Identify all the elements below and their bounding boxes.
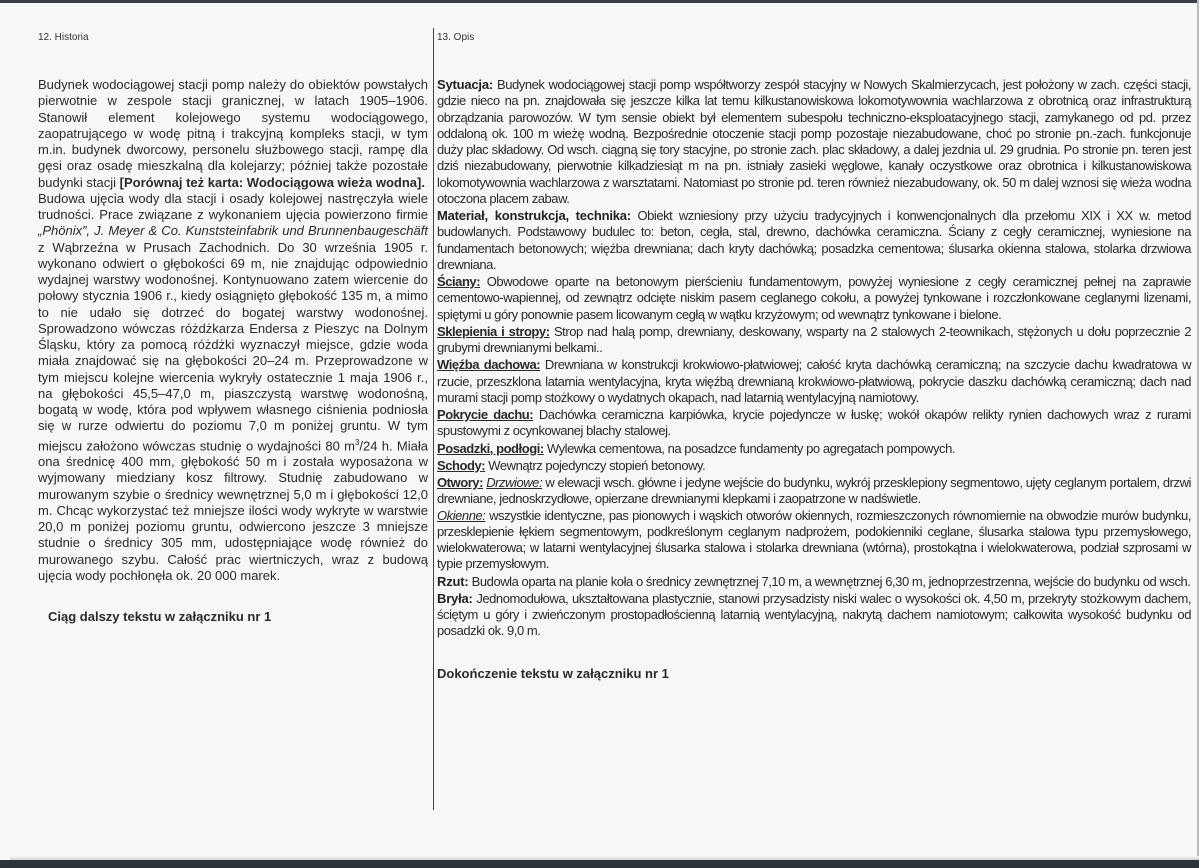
label: Materiał, konstrukcja, technika: [437, 208, 631, 223]
scan-top-edge [0, 0, 1199, 3]
opis-pokrycie [437, 407, 1191, 440]
text: w elewacji wsch. główne i jedyne wejście do budynku, wykrój przesklepiony segmentowo, ujęty ceglanym portalem, drzwi drewniane, jednoskrzydłowe, opierzane drewnianymi klepkami i zaopatrzone w nadświetle. [437, 475, 1191, 507]
label: Rzut: [437, 573, 469, 589]
scan-bottom-edge [0, 860, 1199, 868]
historia-text: /24 h. Miała ona średnicę 400 mm, głębokość 50 m i została wyposażona w wyjmowany miedziany kosz filtrowy. Studnię zabudowano w murowanym szybie o średnicy wewnętrznej 5,0 m i głębokości 12,0 m. Chcąc wykorzystać też mniejsze ilości wody wykryte w warstwie 20,0 m poniżej poziomu gruntu, odwiercono jeszcze 3 mniejsze studnie o średnicy 305 mm, udostępniające wodę również do murowanego szybu. Całość prac wiertniczych, wraz z budową ujęcia wody pochłonęła ok. 20 000 marek. [38, 437, 428, 583]
label: Sklepienia i stropy: [437, 323, 550, 339]
text: Wewnątrz pojedynczy stopień betonowy. [485, 457, 706, 473]
historia-paragraph [38, 191, 428, 584]
text: wszystkie identyczne, pas pionowych i wąskich otworów okiennych, rozmieszczonych równomiernie na obwodzie murów budynku, przesklepienie łękiem segmentowym, podkreślonym ceglanym nadprożem, podokienniki ceglane, ślusarka stalowa typu przemysłowego, wielokwaterowa; w latarni wentylacyjnej ślusarka stalowa i stolarka drewniana (wtórna), prostokątna i wielokwaterowa, podział szprosami w typie przemysłowym. [437, 507, 1191, 572]
text: Drewniana w konstrukcji krokwiowo-płatwiowej; całość kryta dachówką ceramiczną; na szczycie dachu kwadratowa w rzucie, przeszklona latarnia wentylacyjna, kryta więźbą drewnianą krokwiowo-płatwiową, pokrycie daszku dachówką ceramiczną; dach nad murami stacji pomp stożkowy o wydatnych okapach, nad latarnią wentylacyjną namiotowy. [437, 357, 1192, 405]
opis-material [437, 208, 1191, 273]
opis-posadzki [437, 441, 1191, 457]
historia-column [38, 77, 428, 625]
text: Obiekt wzniesiony przy użyciu tradycyjnych i konwencjonalnych dla przełomu XIX i XX w. metod budowlanych. Podstawowy budulec to: beton, cegła, stal, drewno, dachówka ceramiczna. Ściany z cegły ceramicznej, wyniesione na fundamentach betonowych; więźba drewniana; dach kryty dachówką; posadzka cementowa; ślusarka okienna stalowa, stolarka drzwiowa drewniana. [437, 208, 1191, 272]
section-header-opis: 13. Opis [437, 32, 475, 43]
opis-otwory [437, 475, 1191, 573]
company-name: „Phönix”, J. Meyer & Co. Kunststeinfabrik und Brunnenbaugeschäft [38, 223, 428, 239]
opis-sciany [437, 274, 1191, 323]
opis-bryla [437, 591, 1191, 640]
opis-sklepienia [437, 324, 1191, 357]
text: Strop nad halą pomp, drewniany, deskowany, wsparty na 2 stalowych 2-teownikach, stężonych u dołu poprzecznie 2 grubymi drewnianymi belkami.. [437, 323, 1191, 355]
text: Jednomodułowa, ukształtowana plastycznie, stanowi przysadzisty niski walec o wysokości ok. 4,50 m, przekryty stożkowym dachem, ściętym u góry i zwieńczonym prostopadłościenną latarnią wentylacyjną, nakrytą dachem namiotowym; całkowita wysokość budynku od posadzki ok. 9,0 m. [437, 590, 1191, 639]
opis-rzut [437, 574, 1191, 590]
historia-text: z Wąbrzeźna w Prusach Zachodnich. Do 30 września 1905 r. wykonano odwiert o głębokości 69 m, nie znajdując odpowiednio wydajnej warstwy wodonośnej. Kontynuowano zatem wiercenie do połowy stycznia 1906 r., kiedy osiągnięto głębokość 135 m, a mimo to nie udało się dotrzeć do bogatej warstwy wodonośnej. Sprowadzono wówczas różdżkarza Endersa z Pieszyc na Dolnym Śląsku, który za pomocą różdżki wyznaczył miejsce, gdzie woda miała znajdować się na głębokości 20–24 m. Przeprowadzone w tym miejscu kolejne wiercenia wykryły ostatecznie 1 maja 1906 r., na głębokości 45,5–47,0 m, piaszczystą warstwę wodonośną, bogatą w wodę, która pod wpływem własnego ciśnienia podniosła się w rurze odwiertu do poziomu 7,0 m poniżej gruntu. W tym miejscu założono wówczas studnię o wydajności 80 m [38, 239, 428, 453]
historia-paragraph [38, 77, 428, 191]
continuation-note: Dokończenie tekstu w załączniku nr 1 [437, 665, 669, 681]
label: Ściany: [437, 274, 481, 289]
label: Więźba dachowa: [437, 357, 541, 373]
continuation-note: Ciąg dalszy tekstu w załączniku nr 1 [48, 609, 272, 625]
section-header-historia: 12. Historia [38, 32, 89, 43]
text: Dachówka ceramiczna karpiówka, krycie pojedyncze w łuskę; wokół okapów relikty rynien dachowych wraz z rurami spustowymi z ocynkowanej blachy stalowej. [437, 407, 1191, 439]
opis-schody [437, 458, 1191, 474]
text: Budowla oparta na planie koła o średnicy zewnętrznej 7,10 m, a wewnętrznej 6,30 m, jednoprzestrzenna, wejście do budynku od wsch. [468, 573, 1191, 589]
column-divider [433, 28, 434, 810]
superscript: 3 [354, 437, 360, 447]
label: Bryła: [437, 590, 473, 606]
label: Schody: [437, 457, 486, 473]
opis-wiezba [437, 357, 1191, 406]
cross-reference: [Porównaj też karta: Wodociągowa wieża wodna]. [119, 174, 425, 190]
historia-text: Budynek wodociągowej stacji pomp należy do obiektów powstałych pierwotnie w zespole stacji granicznej, w latach 1905–1906. Stanowił element kolejowego systemu wodociągowego, zaopatrującego w wodę pitną i trakcyjną kompleks stacji, w tym m.in. budynek dworcowy, personelu służbowego stacji, rampę dla gęsi oraz osadę mieszkalną dla kolejarzy; później także pozostałe budynki stacji [38, 77, 428, 190]
sublabel: Okienne: [437, 507, 486, 523]
text: Budynek wodociągowej stacji pomp współtworzy zespół stacyjny w Nowych Skalmierzycach, jest położony w zach. części stacji, gdzie nieco na pn. znajdowała się jeszcze kilka lat temu kilkustanowiskowa lokomotywownia wachlarzowa z obrotnicą oraz infrastrukturą obrządzania parowozów. W tym sensie obiekt był elementem subespołu techniczno-eksploatacyjnego stacji, zamykanego od pd. przez oddaloną ok. 100 m wieżę wodną. Bezpośrednie otoczenie stacji pomp pozostaje niezabudowane, choć po stronie pn.-zach. funkcjonuje duży plac składowy. Od wsch. ciągną się tory stacyjne, po stronie zach. plac składowy, a dalej jezdnia ul. 29 grudnia. Po stronie pn. teren jest dziś niezabudowany, pierwotnie kilkadziesiąt m na pn. istniały zasieki węglowe, kanały oczystkowe oraz obrotnica i kilkustanowiskowa lokomotywownia wachlarzowa z warsztatami. Natomiast po stronie pd. teren również niezabudowany, ok. 50 m dalej wznosi się wieża wodna otoczona placem zabaw. [437, 77, 1191, 206]
opis-sytuacja [437, 77, 1191, 207]
opis-column [437, 77, 1191, 683]
text: Wylewka cementowa, na posadzce fundamenty po agregatach pompowych. [543, 440, 956, 456]
label: Posadzki, podłogi: [437, 440, 544, 456]
text: Obwodowe oparte na betonowym pierścieniu fundamentowym, powyżej wyniesione z cegły ceramicznej pełnej na zaprawie cementowo-wapiennej, od zewnątrz odcięte niskim pasem ceglanego cokołu, a powyżej tynkowane i rozczłonkowane ceglanymi lizenami, spiętymi u góry ponownie pasem licowanym cegłą w wątku krzyżowym; od wewnątrz tynkowane i bielone. [437, 274, 1191, 322]
historia-text: Budowa ujęcia wody dla stacji i osady kolejowej nastręczyła wiele trudności. Prace związane z wykonaniem ujęcia powierzono firmie [38, 190, 428, 222]
label: Pokrycie dachu: [437, 407, 534, 422]
label: Sytuacja: [437, 77, 494, 92]
sublabel: Drzwiowe: [486, 475, 543, 490]
label: Otwory: [437, 475, 483, 490]
